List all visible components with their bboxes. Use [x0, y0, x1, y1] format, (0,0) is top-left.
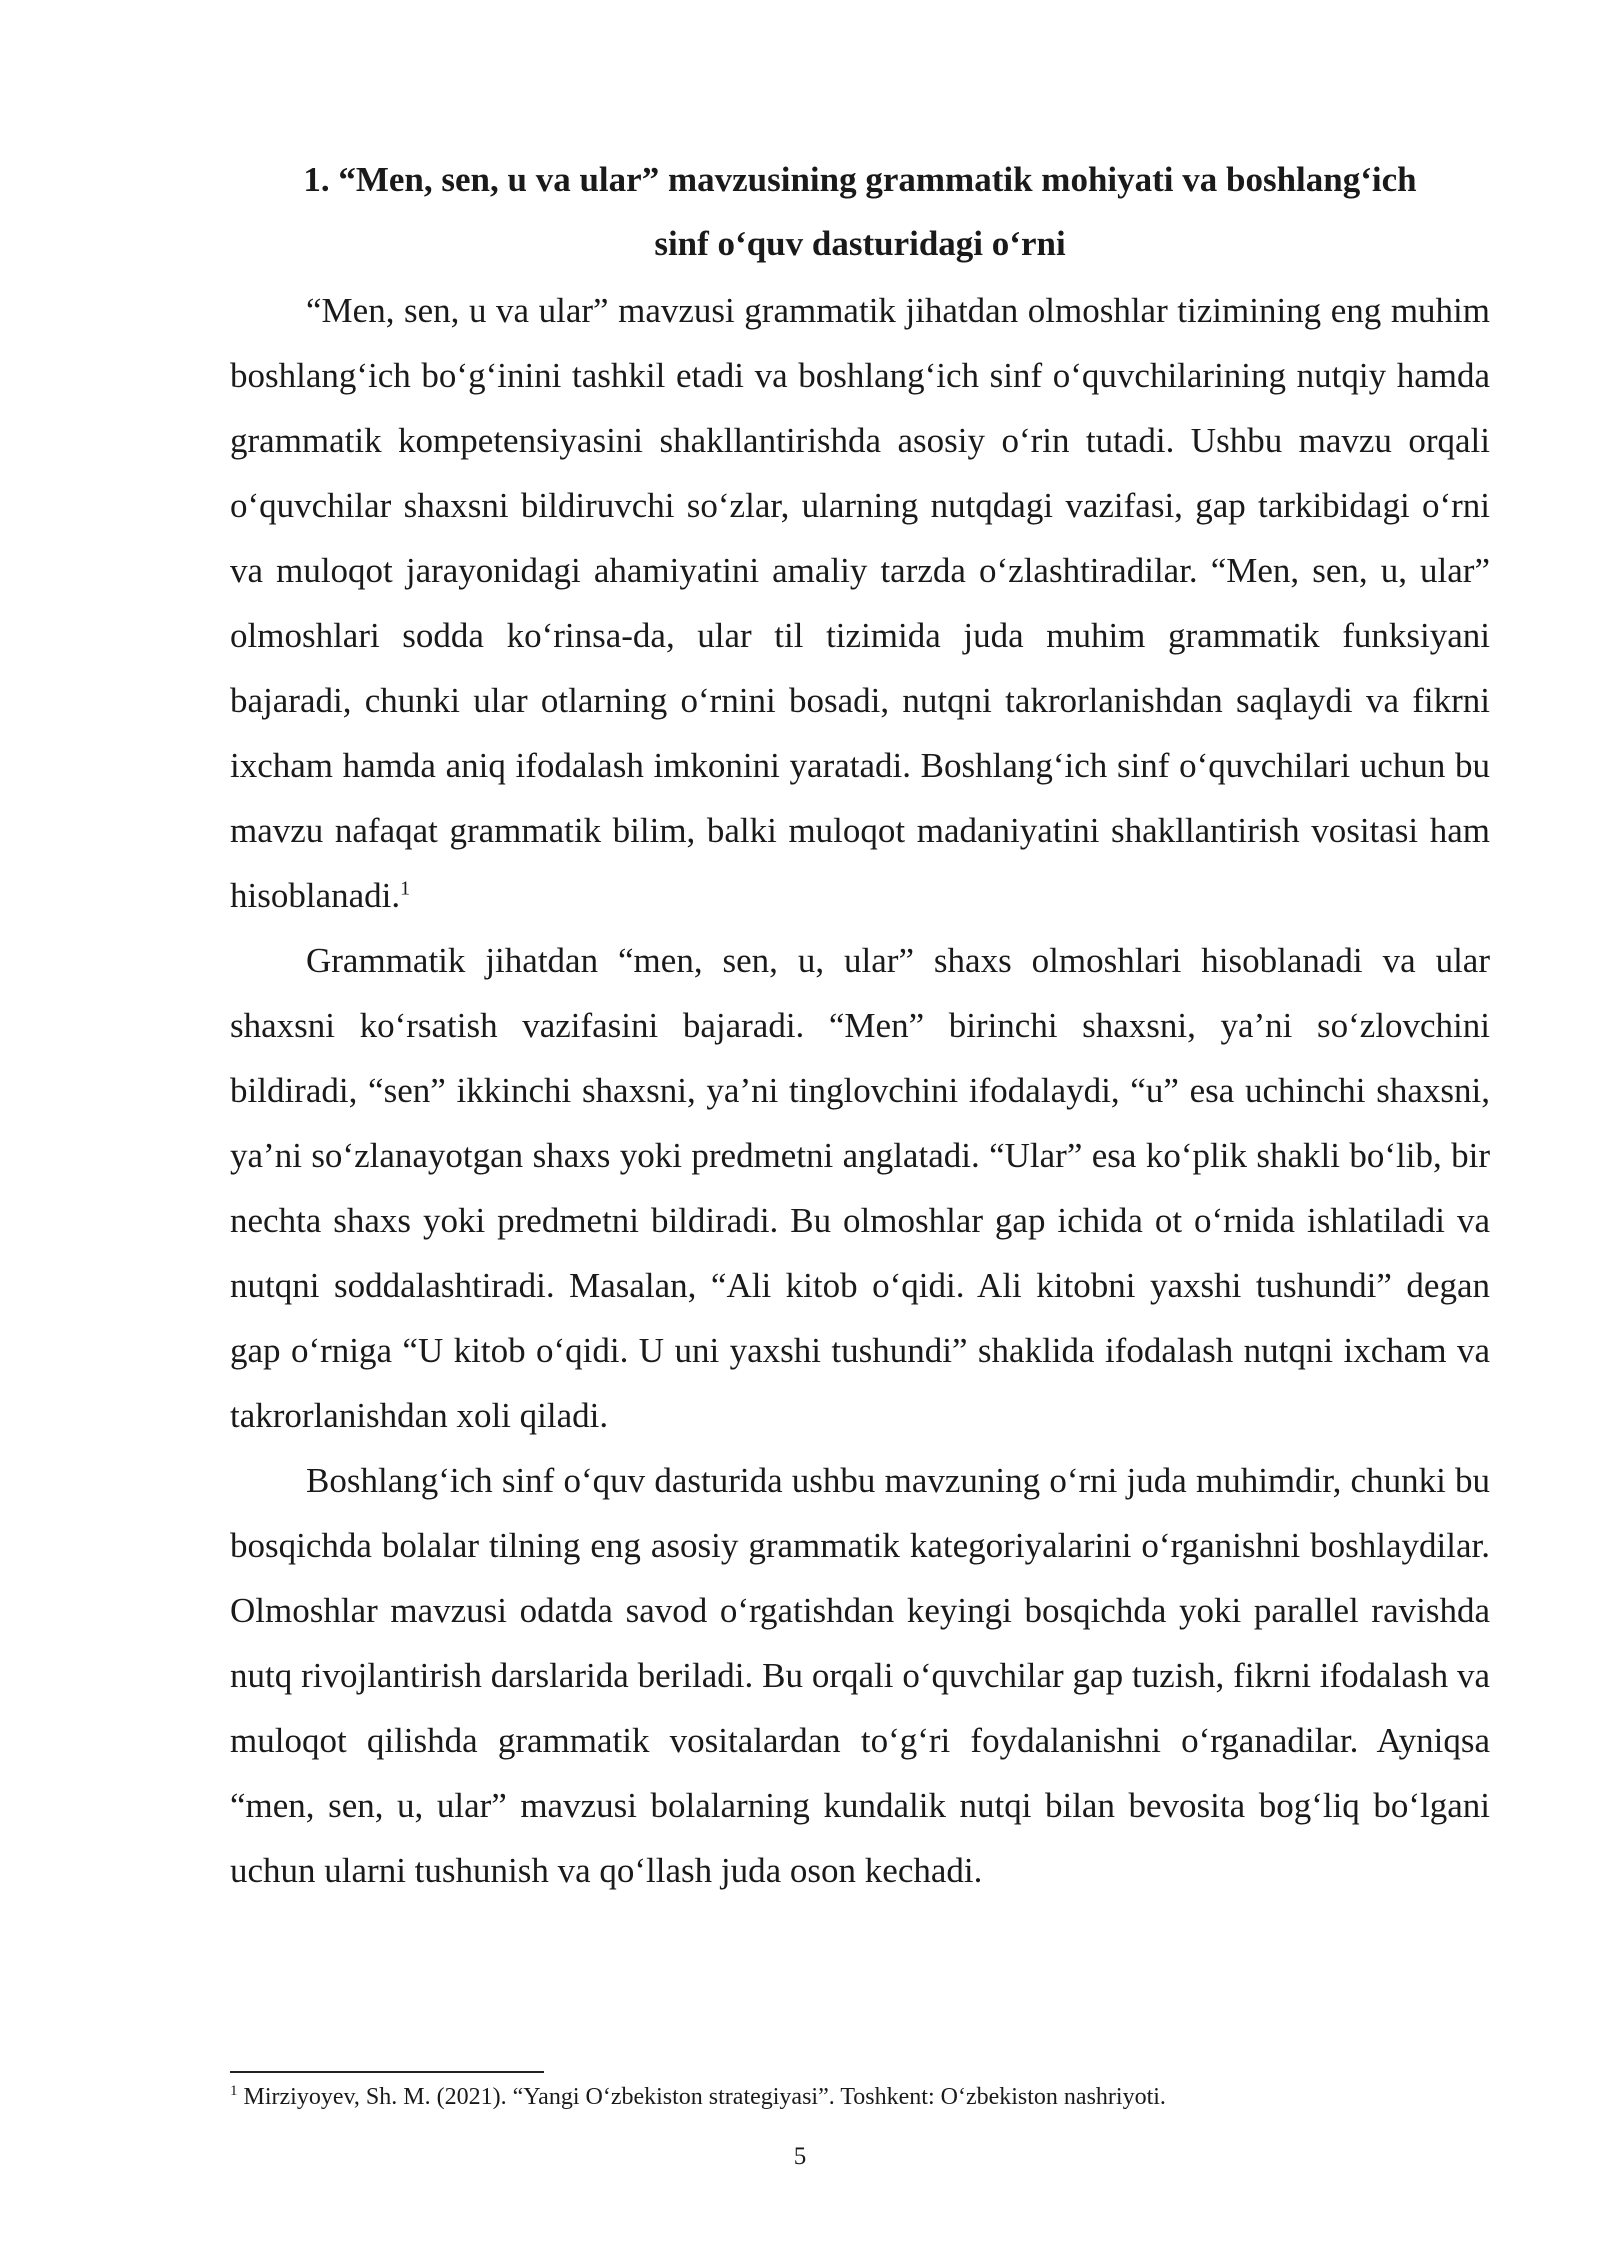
footnote-separator — [230, 2071, 544, 2073]
paragraph-2-text: Grammatik jihatdan “men, sen, u, ular” shaxs olmoshlari hisoblanadi va ular shaxsni ko‘rsatish vazifasini bajaradi. “Men” birinchi shaxsni, ya’ni so‘zlovchini bildiradi, “sen” ikkinchi shaxsni, ya’ni tinglovchini ifodalaydi, “u” esa uchinchi shaxsni, ya’ni so‘zlanayotgan shaxs yoki predmetni anglatadi. “Ular” esa ko‘plik shakli bo‘lib, bir nechta shaxs yoki predmetni bildiradi. Bu olmoshlar gap ichida ot o‘rnida ishlatiladi va nutqni soddalashtiradi. Masalan, “Ali kitob o‘qidi. Ali kitobni yaxshi tushundi” degan gap o‘rniga “U kitob o‘qidi. U uni yaxshi tushundi” shaklida ifodalash nutqni ixcham va takrorlanishdan xoli qiladi. — [230, 941, 1490, 1435]
section-heading-line-2: sinf o‘quv dasturidagi o‘rni — [654, 224, 1066, 263]
paragraph-2 — [230, 928, 1490, 1448]
footnote-marker: 1 — [230, 2083, 238, 2099]
page-number: 5 — [793, 2143, 807, 2170]
footnote — [230, 2080, 1490, 2114]
footnote-reference[interactable]: 1 — [400, 877, 411, 900]
paragraph-3 — [230, 1448, 1490, 1903]
section-heading — [230, 148, 1490, 276]
paragraph-1 — [230, 278, 1490, 928]
footnote-text: Mirziyoyev, Sh. M. (2021). “Yangi O‘zbekiston strategiyasi”. Toshkent: O‘zbekiston nashriyoti. — [237, 2084, 1166, 2110]
section-heading-line-1: 1. “Men, sen, u va ular” mavzusining grammatik mohiyati va boshlang‘ich — [303, 160, 1417, 199]
body-text — [230, 278, 1490, 1903]
paragraph-3-text: Boshlang‘ich sinf o‘quv dasturida ushbu mavzuning o‘rni juda muhimdir, chunki bu bosqichda bolalar tilning eng asosiy grammatik kategoriyalarini o‘rganishni boshlaydilar. Olmoshlar mavzusi odatda savod o‘rgatishdan keyingi bosqichda yoki parallel ravishda nutq rivojlantirish darslarida beriladi. Bu orqali o‘quvchilar gap tuzish, fikrni ifodalash va muloqot qilishda grammatik vositalardan to‘g‘ri foydalanishni o‘rganadilar. Ayniqsa “men, sen, u, ular” mavzusi bolalarning kundalik nutqi bilan bevosita bog‘liq bo‘lgani uchun ularni tushunish va qo‘llash juda oson kechadi. — [230, 1461, 1490, 1890]
paragraph-1-text: “Men, sen, u va ular” mavzusi grammatik jihatdan olmoshlar tizimining eng muhim boshlang‘ich bo‘g‘inini tashkil etadi va boshlang‘ich sinf o‘quvchilarining nutqiy hamda grammatik kompetensiyasini shakllantirishda asosiy o‘rin tutadi. Ushbu mavzu orqali o‘quvchilar shaxsni bildiruvchi so‘zlar, ularning nutqdagi vazifasi, gap tarkibidagi o‘rni va muloqot jarayonidagi ahamiyatini amaliy tarzda o‘zlashtiradilar. “Men, sen, u, ular” olmoshlari sodda ko‘rinsa-da, ular til tizimida juda muhim grammatik funksiyani bajaradi, chunki ular otlarning o‘rnini bosadi, nutqni takrorlanishdan saqlaydi va fikrni ixcham hamda aniq ifodalash imkonini yaratadi. Boshlang‘ich sinf o‘quvchilari uchun bu mavzu nafaqat grammatik bilim, balki muloqot madaniyatini shakllantirish vositasi ham hisoblanadi. — [230, 291, 1490, 915]
